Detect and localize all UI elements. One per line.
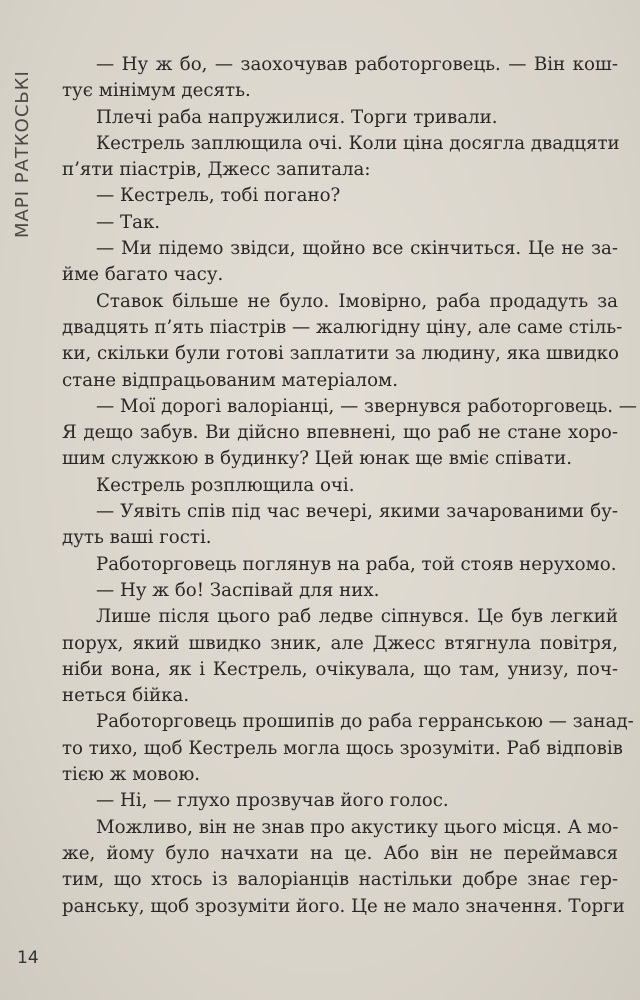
text-line: ніби вона, як і Кестрель, очікувала, що там, унизу, поч- [62,658,618,680]
text-line: ки, скільки були готові заплатити за людину, яка швидко [62,343,619,365]
text-line: шим служкою в будинку? Цей юнак ще вміє співати. [62,448,573,470]
text-line: Плечі раба напружилися. Торги тривали. [96,106,498,128]
text-line: порух, який швидко зник, але Джесс втягнула повітря, [62,632,618,654]
text-line: Кестрель заплющила очі. Коли ціна досягла двадцяти [96,132,620,154]
text-line: — Ні, — глухо прозвучав його голос. [96,790,449,812]
text-line: же, йому було начхати на це. Або він не переймався [62,842,618,864]
text-line: тим, що хтось із валоріанців настільки добре знає гер- [62,869,618,891]
text-line: — Так. [96,211,161,233]
text-line: — Ну ж бо! Заспівай для них. [96,579,380,601]
text-line: тією ж мовою. [62,764,201,786]
text-line: йме багато часу. [62,264,224,286]
text-line: ранську, щоб зрозуміти його. Це не мало значення. Торги [62,895,625,917]
running-head-text: МАРІ РАТКОСЬКІ [12,70,33,238]
text-line: — Кестрель, тобі погано? [96,185,341,207]
text-line: дуть ваші гості. [62,527,212,549]
text-line: — Ну ж бо, — заохочував работорговець. — Він кош- [96,54,618,75]
body-text [62,52,637,920]
text-line: — Мої дорогі валоріанці, — звернувся работорговець. — [96,395,637,417]
text-line: двадцять п’ять піастрів — жалюгідну ціну, але саме стіль- [62,316,623,338]
running-head [8,48,36,238]
text-line: Работорговець поглянув на раба, той стояв нерухомо. [96,553,617,575]
text-line: — Уявіть спів під час вечері, якими зачарованими бу- [96,501,618,523]
text-line: неться бійка. [62,685,190,707]
page-number: 14 [17,948,39,968]
text-line: тує мінімум десять. [62,80,251,102]
text-line: Лише після цього раб ледве сіпнувся. Це був легкий [96,606,618,628]
text-line: Кестрель розплющила очі. [96,474,355,496]
text-line: Работорговець прошипів до раба герранською — занад- [96,711,634,733]
text-line: п’яти піастрів, Джесс запитала: [62,159,371,181]
text-line: — Ми підемо звідси, щойно все скінчиться. Це не за- [96,238,618,260]
text-line: Я дещо забув. Ви дійсно впевнені, що раб не стане хоро- [62,422,618,444]
text-line: Ставок більше не було. Імовірно, раба продадуть за [96,290,618,312]
text-line: то тихо, щоб Кестрель могла щось зрозуміти. Раб відповів [62,737,623,759]
text-line: стане відпрацьованим матеріалом. [62,369,398,391]
text-line: Можливо, він не знав про акустику цього місця. А мо- [96,816,619,838]
